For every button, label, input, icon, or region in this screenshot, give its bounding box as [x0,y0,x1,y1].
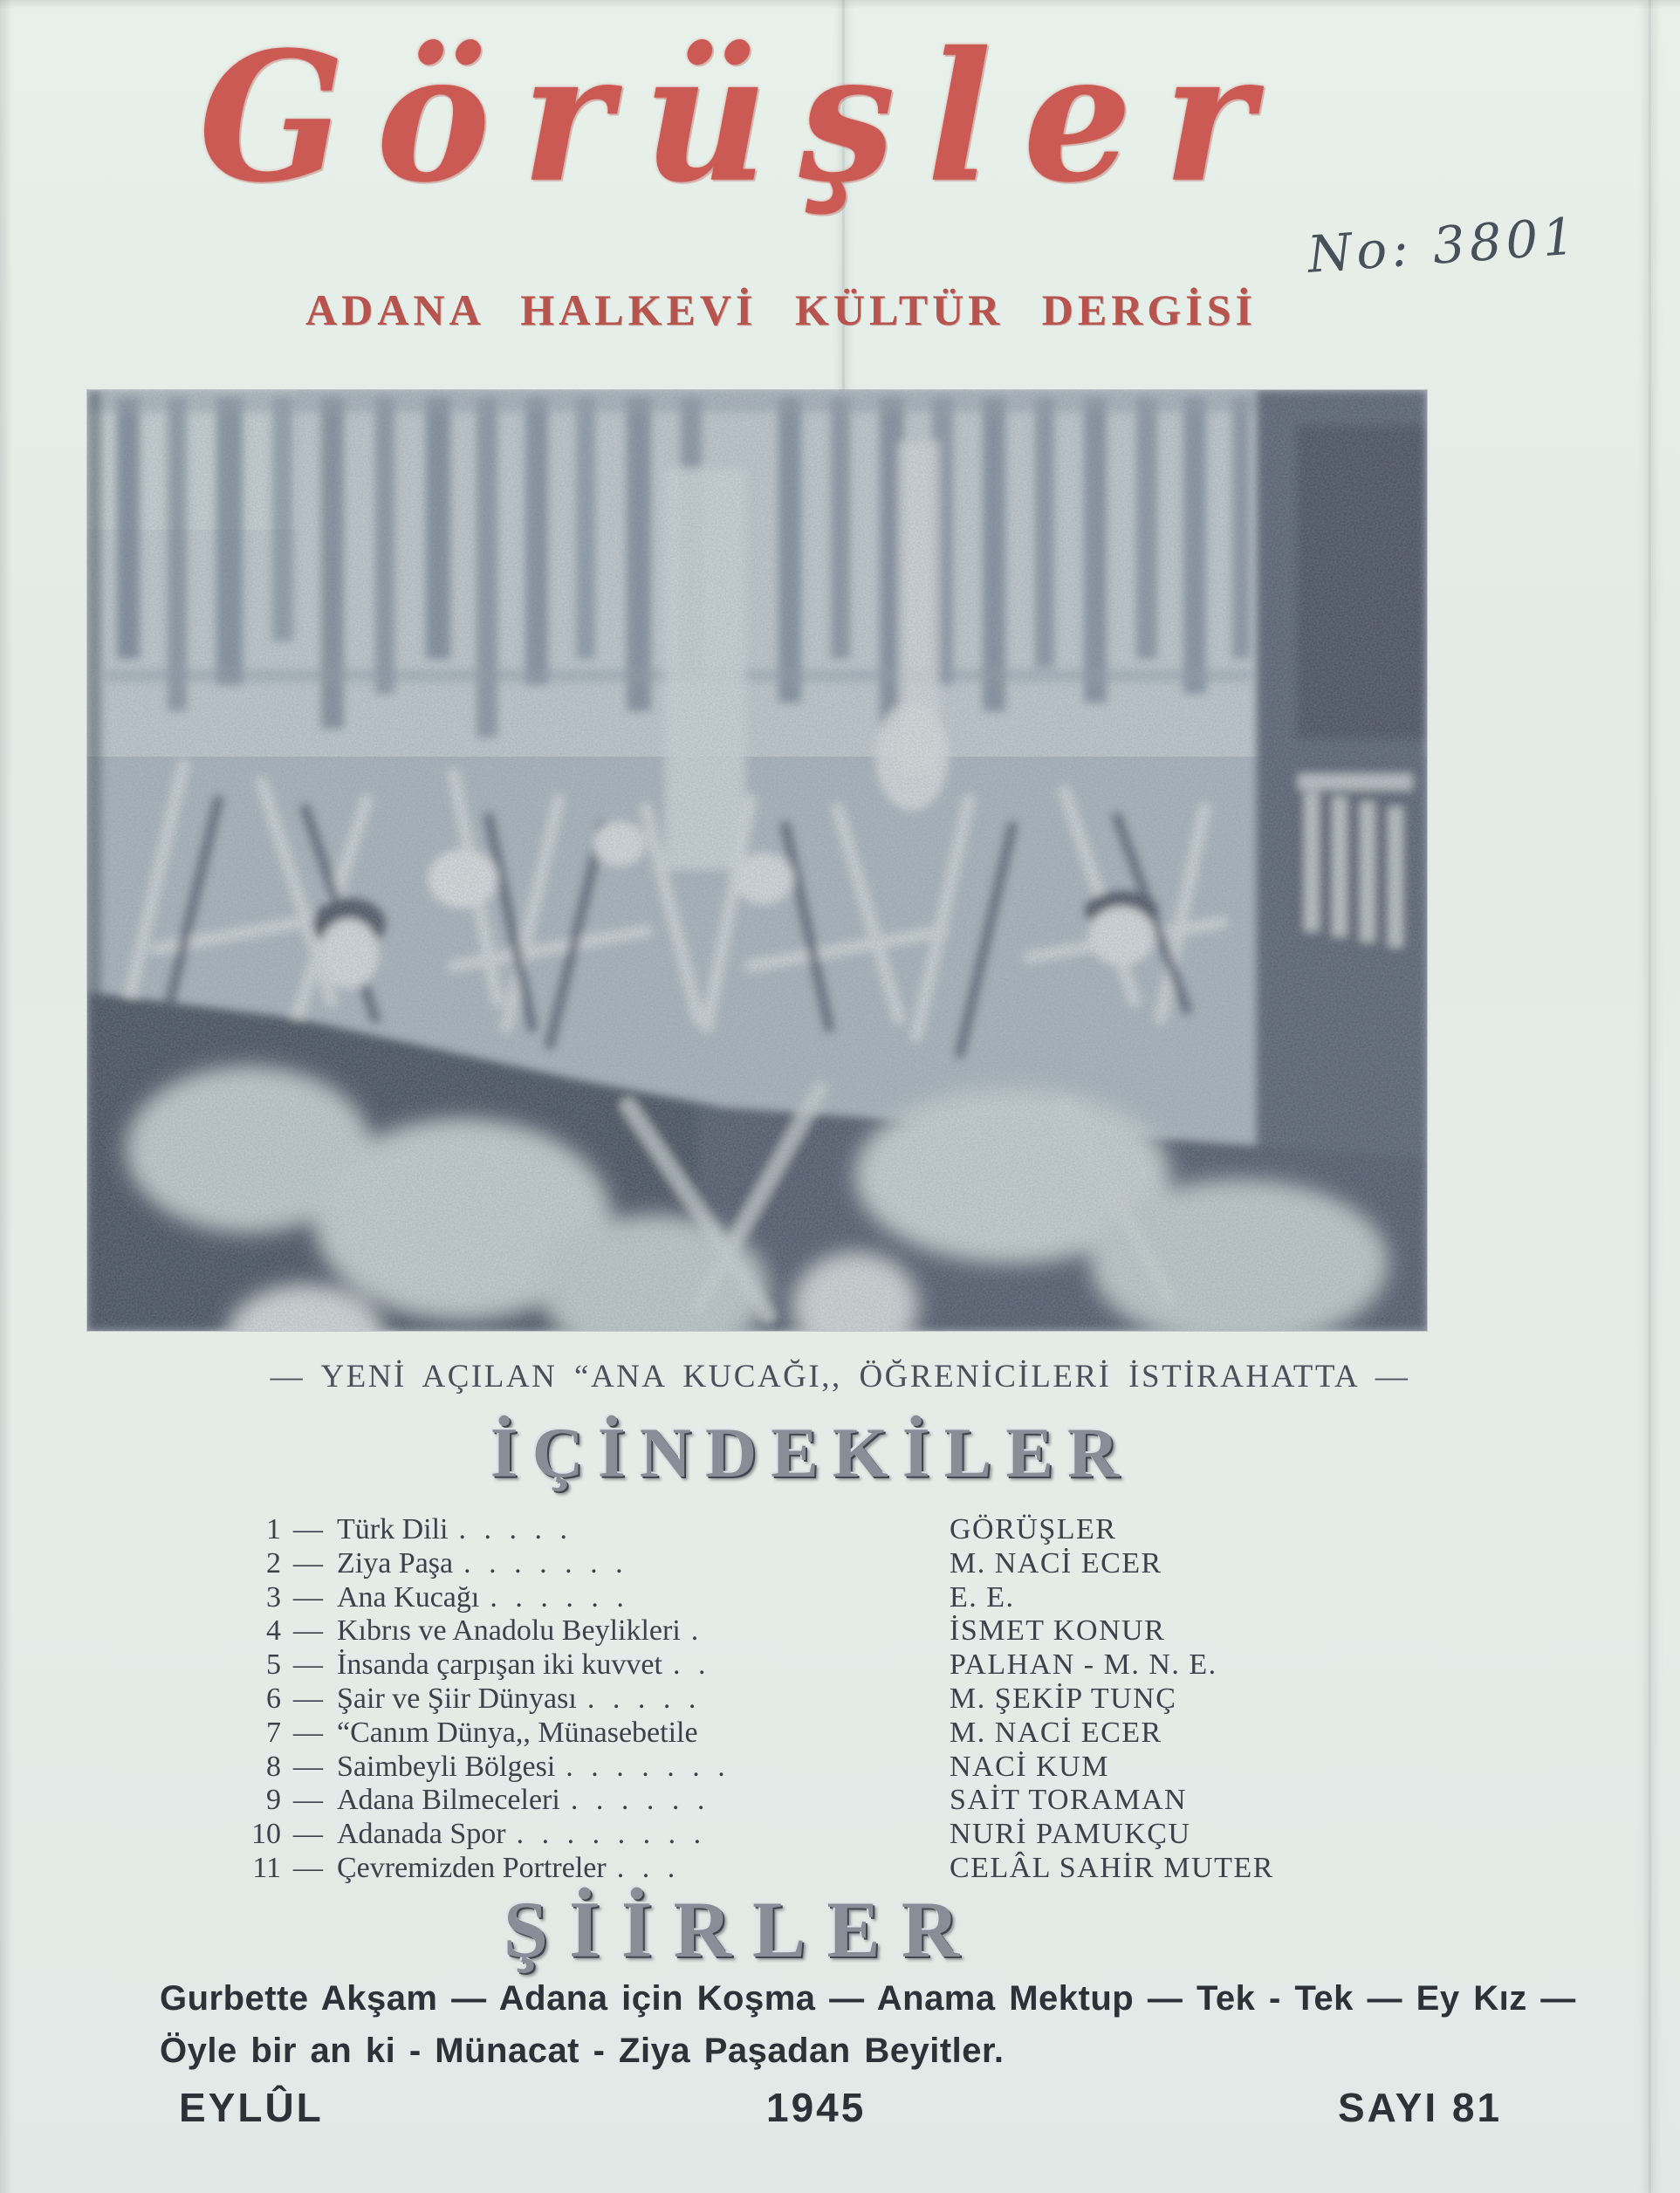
toc-row [218,1513,1510,1547]
magazine-subtitle: ADANA HALKEVİ KÜLTÜR DERGİSİ [305,285,1257,334]
toc-item-title: Şair ve Şiir Dünyası [337,1682,577,1715]
toc-row [218,1784,1510,1818]
toc-item-author: M. ŞEKİP TUNÇ [950,1682,1177,1715]
table-of-contents [218,1513,1510,1886]
poems-list [160,1972,1574,2077]
toc-item-title: Ziya Paşa [337,1546,454,1580]
toc-dash: — [293,1784,323,1817]
toc-item-number: 11 [252,1851,281,1884]
toc-item-author: NACİ KUM [950,1750,1109,1783]
toc-item-title: Adana Bilmeceleri [337,1784,560,1817]
toc-item-title: Adanada Spor [337,1818,506,1851]
toc-item-number: 7 [266,1716,281,1749]
toc-leader-dots: . . . . . . [570,1784,710,1817]
toc-row [218,1547,1510,1581]
toc-item-title: Kıbrıs ve Anadolu Beylikleri [337,1614,681,1648]
poems-line-1: Gurbette Akşam — Adana için Koşma — Anama Mektup — Tek - Tek — Ey Kız — [160,1979,1576,2018]
toc-item-author: E. E. [950,1580,1015,1614]
toc-item-number: 6 [266,1682,281,1715]
toc-dash: — [293,1851,323,1884]
toc-dash: — [293,1546,323,1580]
paper-crease-right [1649,0,1651,2193]
toc-row [218,1852,1510,1886]
magazine-title: Görüşler [198,13,1286,223]
poems-line-2: Öyle bir an ki - Münacat - Ziya Paşadan Beyitler. [160,2032,1005,2070]
toc-dash: — [293,1580,323,1614]
toc-item-title: Çevremizden Portreler [337,1851,607,1884]
toc-item-number: 4 [266,1614,281,1648]
toc-row [218,1614,1510,1648]
poems-heading: ŞİİRLER [503,1885,981,1974]
toc-item-title: “Canım Dünya,, Münasebetile [337,1716,698,1749]
cover-photo-illustration [87,390,1427,1331]
toc-leader-dots: . . . . . [458,1513,573,1545]
footer-month: EYLÛL [179,2085,324,2130]
toc-row [218,1818,1510,1852]
toc-leader-dots: . . . . . . . . [516,1818,707,1851]
toc-row [218,1751,1510,1785]
toc-item-number: 3 [266,1580,281,1614]
toc-item-author: M. NACİ ECER [950,1716,1162,1749]
toc-item-number: 2 [266,1546,281,1580]
toc-dash: — [293,1648,323,1682]
toc-item-number: 5 [266,1648,281,1682]
toc-dash: — [293,1513,323,1545]
toc-leader-dots: . . . . . . . [463,1546,628,1580]
toc-item-author: GÖRÜŞLER [950,1513,1117,1545]
toc-item-author: PALHAN - M. N. E. [950,1648,1217,1682]
toc-leader-dots: . . [672,1648,711,1682]
toc-item-number: 8 [266,1750,281,1783]
toc-item-title: İnsanda çarpışan iki kuvvet [337,1648,662,1682]
toc-row [218,1682,1510,1717]
toc-dash: — [293,1614,323,1648]
handwritten-issue-number: No: 3801 [1306,206,1581,284]
toc-item-author: M. NACİ ECER [950,1546,1162,1580]
toc-dash: — [293,1716,323,1749]
cover-photo [87,390,1427,1331]
toc-leader-dots: . [690,1614,704,1648]
toc-dash: — [293,1818,323,1851]
toc-item-title: Ana Kucağı [337,1580,480,1614]
toc-item-author: SAİT TORAMAN [950,1784,1188,1817]
toc-row [218,1717,1510,1751]
toc-item-number: 1 [266,1513,281,1545]
toc-item-author: CELÂL SAHİR MUTER [950,1851,1274,1884]
scan-edge-shadow-top [0,0,1680,9]
toc-item-author: İSMET KONUR [950,1614,1166,1648]
contents-heading: İÇİNDEKİLER [490,1413,1134,1492]
toc-leader-dots: . . . . . [586,1682,702,1715]
footer-issue-number: SAYI 81 [1338,2085,1503,2130]
toc-dash: — [293,1750,323,1783]
toc-leader-dots: . . . . . . . [566,1750,730,1783]
toc-item-number: 10 [251,1818,281,1851]
toc-row [218,1648,1510,1682]
toc-item-title: Türk Dili [337,1513,449,1545]
toc-dash: — [293,1682,323,1715]
toc-item-author: NURİ PAMUKÇU [950,1818,1191,1851]
photo-caption: — YENİ AÇILAN “ANA KUCAĞI,, ÖĞRENİCİLERİ İSTİRAHATTA — [270,1359,1410,1395]
toc-item-number: 9 [266,1784,281,1817]
toc-leader-dots: . . . . . . [490,1580,629,1614]
toc-row [218,1581,1510,1615]
toc-leader-dots: . . . [616,1851,681,1884]
footer-row [0,2084,1680,2136]
toc-item-title: Saimbeyli Bölgesi [337,1750,556,1783]
footer-year: 1945 [766,2085,867,2130]
